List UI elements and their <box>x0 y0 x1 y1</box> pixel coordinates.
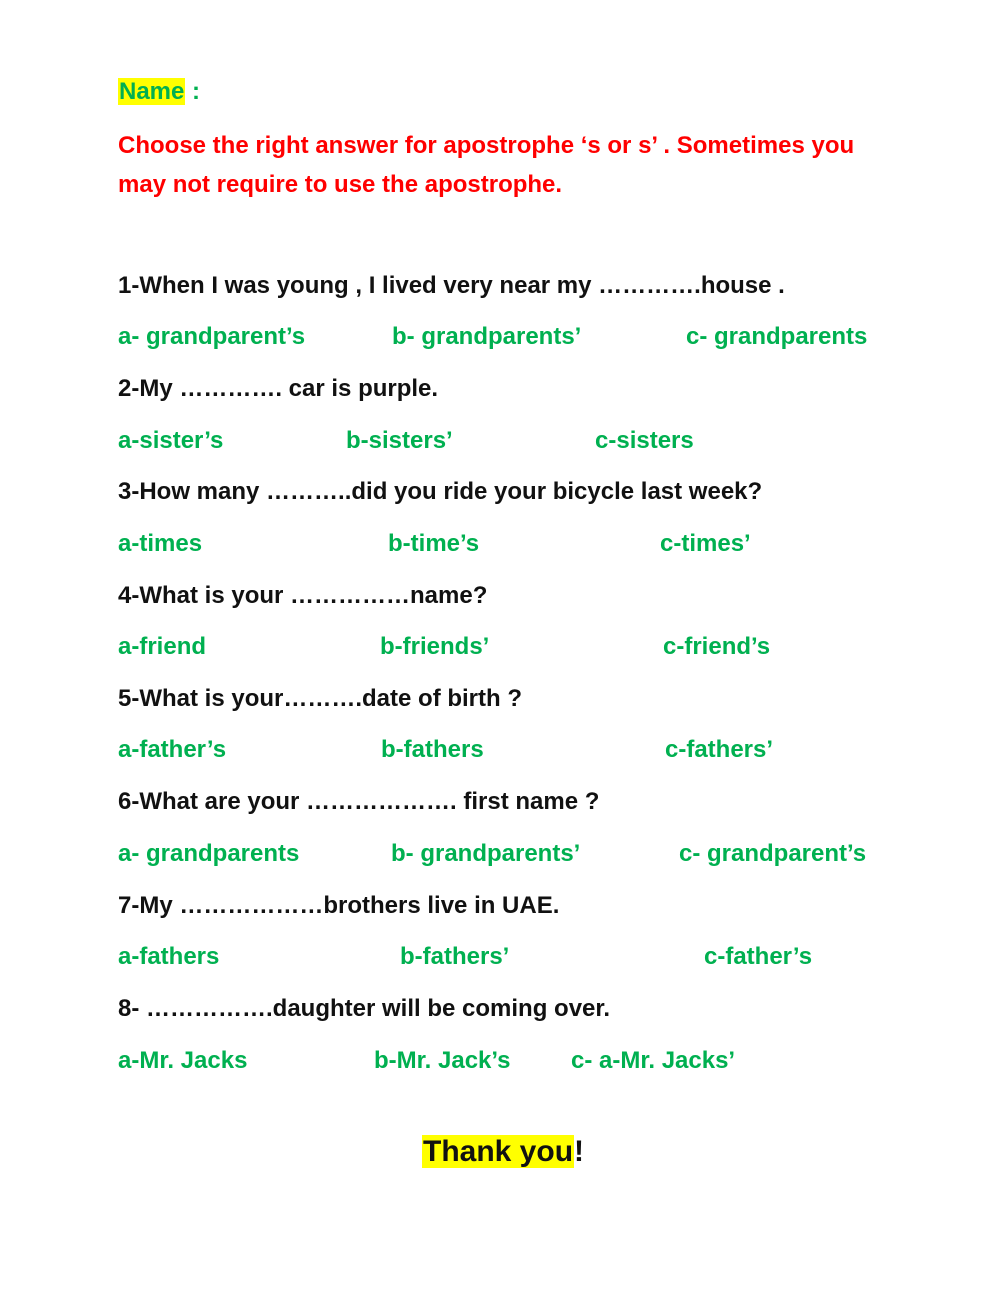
q3-option-a[interactable]: a-times <box>118 530 203 557</box>
q8-option-c[interactable]: c- a-Mr. Jacks’ <box>571 1047 736 1074</box>
q5-option-a[interactable]: a-father’s <box>118 736 227 763</box>
q4-option-b[interactable]: b-friends’ <box>380 633 490 660</box>
name-colon: : <box>185 78 201 105</box>
thank-you-line <box>422 1132 584 1172</box>
q7-option-a[interactable]: a-fathers <box>118 943 220 970</box>
question-7: 7-My ………………brothers live in UAE. <box>118 892 560 919</box>
q4-option-a[interactable]: a-friend <box>118 633 207 660</box>
q1-option-b[interactable]: b- grandparents’ <box>392 323 582 350</box>
q2-option-b[interactable]: b-sisters’ <box>346 427 453 454</box>
q8-option-a[interactable]: a-Mr. Jacks <box>118 1047 248 1074</box>
q6-option-c[interactable]: c- grandparent’s <box>679 840 867 867</box>
instructions: Choose the right answer for apostrophe ‘s or s’ . Sometimes you may not require to use the apostrophe. <box>118 132 855 198</box>
q6-option-a[interactable]: a- grandparents <box>118 840 300 867</box>
name-label: Name <box>119 78 185 105</box>
q4-option-c[interactable]: c-friend’s <box>663 633 771 660</box>
q3-option-c[interactable]: c-times’ <box>660 530 751 557</box>
question-6: 6-What are your ………………. first name ? <box>118 788 600 815</box>
q5-option-c[interactable]: c-fathers’ <box>665 736 774 763</box>
question-3: 3-How many ………..did you ride your bicycle last week? <box>118 478 763 505</box>
name-line <box>118 74 200 110</box>
q5-option-b[interactable]: b-fathers <box>381 736 484 763</box>
question-4: 4-What is your ……………name? <box>118 582 488 609</box>
q7-option-b[interactable]: b-fathers’ <box>400 943 510 970</box>
q7-option-c[interactable]: c-father’s <box>704 943 813 970</box>
q6-option-b[interactable]: b- grandparents’ <box>391 840 581 867</box>
q1-option-a[interactable]: a- grandparent’s <box>118 323 306 350</box>
thank-you-highlight: Thank you <box>423 1135 574 1168</box>
thank-you-exclamation: ! <box>574 1135 585 1168</box>
q3-option-b[interactable]: b-time’s <box>388 530 480 557</box>
question-8: 8- …………….daughter will be coming over. <box>118 995 611 1022</box>
question-1: 1-When I was young , I lived very near my ………….house . <box>118 272 785 299</box>
q8-option-b[interactable]: b-Mr. Jack’s <box>374 1047 511 1074</box>
question-2: 2-My …………. car is purple. <box>118 375 439 402</box>
q1-option-c[interactable]: c- grandparents <box>686 323 868 350</box>
question-5: 5-What is your……….date of birth ? <box>118 685 523 712</box>
q2-option-a[interactable]: a-sister’s <box>118 427 224 454</box>
q2-option-c[interactable]: c-sisters <box>595 427 694 454</box>
